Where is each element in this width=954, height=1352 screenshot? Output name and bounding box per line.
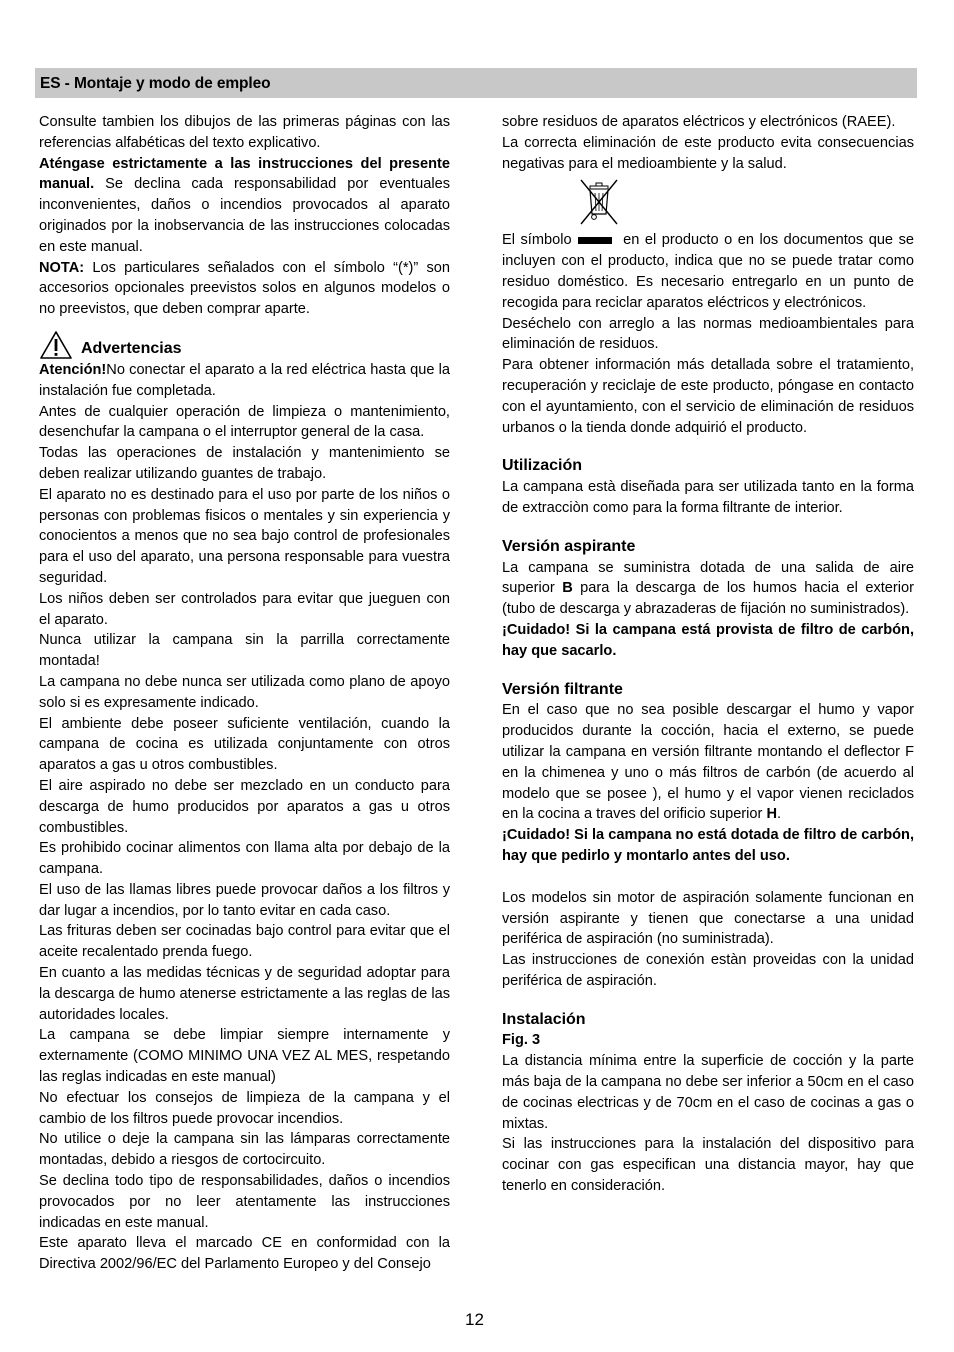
filtrante-heading: Versión filtrante bbox=[502, 680, 623, 698]
utilizacion-paragraph: La campana està diseñada para ser utilizada tanto en la forma de extracciòn como para la forma filtrante de interior. bbox=[502, 479, 914, 516]
atencion-bold-text: Atención! bbox=[39, 361, 107, 378]
aspirante-b-label: B bbox=[562, 580, 573, 597]
atencion-rest-text: No conectar el aparato a la red eléctrica hasta que la instalación fue completada. bbox=[39, 361, 450, 399]
instrucciones-conexion-paragraph: Las instrucciones de conexión estàn proveidas con la unidad periférica de aspiración. bbox=[502, 952, 914, 989]
nota-paragraph bbox=[39, 258, 450, 320]
filtrante-h-label: H bbox=[766, 806, 777, 823]
warning-paragraph: Se declina todo tipo de responsabilidades, daños o incendios provocados por no leer atentamente las instrucciones indicadas en este manual. bbox=[39, 1173, 450, 1231]
warning-paragraph: No efectuar los consejos de limpieza de la campana y el cambio de los filtros puede provocar incendios. bbox=[39, 1089, 450, 1127]
warning-paragraph: Las frituras deben ser cocinadas bajo control para evitar que el aceite recalentado prenda fuego. bbox=[39, 923, 450, 961]
nota-bold-text: NOTA: bbox=[39, 259, 85, 276]
warnings-heading: Advertencias bbox=[81, 340, 182, 358]
nota-rest-text: Los particulares señalados con el símbolo “(*)” son accesorios opcionales preevistos solos en algunos modelos o no preevistos, que deben comprar aparte. bbox=[39, 259, 450, 318]
si-las-paragraph: Si las instrucciones para la instalación del dispositivo para cocinar con gas especifican una distancia mayor, hay que tenerlo en consideración. bbox=[502, 1136, 914, 1195]
aspirante-post-text: para la descarga de los humos hacia el exterior (tubo de descarga y abrazaderas de fijación no suministrados). bbox=[502, 580, 915, 618]
right-column bbox=[502, 112, 914, 1197]
raee-line: sobre residuos de aparatos eléctricos y electrónicos (RAEE). bbox=[502, 114, 896, 130]
warning-paragraph: El uso de las llamas libres puede provocar daños a los filtros y dar lugar a incendios, por lo tanto evitar en cada caso. bbox=[39, 881, 450, 919]
weee-symbol-area bbox=[502, 174, 914, 230]
para-obtener-paragraph: Para obtener información más detallada sobre el tratamiento, recuperación y reciclaje de este producto, póngase en contacto con el ayuntamiento, con el servicio de eliminación de residuos urbanos o la tienda donde adquirió el producto. bbox=[502, 357, 914, 436]
strict-instructions-paragraph bbox=[39, 154, 450, 258]
warning-paragraph: Es prohibido cocinar alimentos con llama alta por debajo de la campana. bbox=[39, 840, 450, 878]
warning-paragraph: No utilice o deje la campana sin las lámparas correctamente montadas, debido a riesgos de cortocircuito. bbox=[39, 1131, 450, 1169]
section-title: ES - Montaje y modo de empleo bbox=[40, 75, 271, 92]
simbolo-paragraph bbox=[502, 230, 914, 313]
warning-paragraph: Nunca utilizar la campana sin la parrilla correctamente montada! bbox=[39, 632, 450, 670]
aspirante-warning: ¡Cuidado! Si la campana está provista de filtro de carbón, hay que sacarlo. bbox=[502, 621, 914, 659]
warning-paragraph: La campana no debe nunca ser utilizada como plano de apoyo solo si es expresamente indicado. bbox=[39, 673, 450, 711]
warning-paragraph: El aire aspirado no debe ser mezclado en un conducto para descarga de humo producidos por aparatos a gas u otros combustibles. bbox=[39, 777, 450, 836]
warning-paragraph: Este aparato lleva el marcado CE en conformidad con la Directiva 2002/96/EC del Parlamento Europeo y del Consejo bbox=[39, 1235, 450, 1273]
instalacion-heading: Instalación bbox=[502, 1010, 586, 1028]
atencion-paragraph bbox=[39, 360, 450, 402]
aspirante-pre-text: La campana se suministra dotada de una salida de aire superior bbox=[502, 559, 914, 597]
filtrante-pre-text: En el caso que no sea posible descargar el humo y vapor producidos durante la cocción, hacia el externo, se puede utilizar la campana en versión filtrante montando el deflector F en la chimenea y uno o más filtros de carbón (de acuerdo al modelo que se posee ), el humo y el vapor vienen reciclados en la cocina a traves del orificio superior bbox=[502, 702, 914, 823]
section-header-bar bbox=[35, 68, 917, 98]
warning-paragraph: Todas las operaciones de instalación y mantenimiento se deben realizar utilizando guantes de trabajo. bbox=[39, 445, 450, 482]
simbolo-pre-text: El símbolo bbox=[502, 232, 572, 249]
warning-paragraph: La campana se debe limpiar siempre internamente y externamente (COMO MINIMO UNA VEZ AL MES, respetando las reglas indicadas en este manual) bbox=[39, 1027, 450, 1086]
warning-paragraph: Los niños deben ser controlados para evitar que jueguen con el aparato. bbox=[39, 590, 450, 628]
figure-reference: Fig. 3 bbox=[502, 1032, 541, 1049]
correcta-paragraph: La correcta eliminación de este producto evita consecuencias negativas para el medioambiente y la salud. bbox=[502, 134, 914, 172]
desechelo-paragraph: Deséchelo con arreglo a las normas medioambientales para eliminación de residuos. bbox=[502, 315, 914, 353]
aspirante-paragraph bbox=[502, 558, 914, 620]
intro-paragraph: Consulte tambien los dibujos de las primeras páginas con las referencias alfabéticas del texto explicativo. bbox=[39, 114, 450, 151]
aspirante-heading: Versión aspirante bbox=[502, 537, 636, 555]
simbolo-post-text: en el producto o en los documentos que se incluyen con el producto, indica que no se puede tratar como residuo doméstico. Es necesario entregarlo en un punto de recogida para reciclar aparatos eléctricos y electrónicos. bbox=[502, 232, 914, 311]
warning-paragraph: El aparato no es destinado para el uso por parte de los niños o personas con problemas fisicos o mentales y sin experiencia y conocientos a menos que no sea bajo control de profesionales para el uso del aparato, una persona responsable para vuestra seguridad. bbox=[39, 486, 450, 586]
filtrante-warning: ¡Cuidado! Si la campana no está dotada de filtro de carbón, hay que pedirlo y montarlo antes del uso. bbox=[502, 827, 914, 864]
strict-bold-text: Aténgase estrictamente a las instrucciones del presente manual. bbox=[39, 155, 450, 193]
distancia-paragraph: La distancia mínima entre la superficie de cocción y la parte más baja de la campana no debe ser inferior a 50cm en el caso de cocinas electricas y de 70cm en el caso de cocinas a gas o mixtas. bbox=[502, 1053, 914, 1132]
page-number: 12 bbox=[465, 1310, 484, 1329]
crossed-out-wheelie-bin-icon bbox=[577, 178, 621, 228]
filtrante-paragraph bbox=[502, 700, 914, 825]
strict-rest-text: Se declina cada responsabilidad por eventuales inconvenientes, daños o incendios provocados al aparato originados por la inobservancia de las instrucciones colocadas en este manual. bbox=[39, 176, 450, 255]
weee-bar-icon bbox=[578, 237, 612, 244]
warning-paragraph: En cuanto a las medidas técnicas y de seguridad adoptar para la descarga de humo atenerse estrictamente a las reglas de las autoridades locales. bbox=[39, 965, 450, 1023]
warning-paragraph: El ambiente debe poseer suficiente ventilación, cuando la campana de cocina es utilizada conjuntamente con otros aparatos a gas u otros combustibles. bbox=[39, 715, 450, 774]
filtrante-post-text: . bbox=[777, 806, 782, 823]
warning-triangle-icon bbox=[39, 330, 73, 360]
warnings-heading-row bbox=[39, 328, 450, 360]
sin-motor-paragraph: Los modelos sin motor de aspiración solamente funcionan en versión aspirante y tienen que conectarse a una unidad periférica de aspiración (no suministrada). bbox=[502, 889, 914, 948]
warning-paragraph: Antes de cualquier operación de limpieza o mantenimiento, desenchufar la campana o el interruptor general de la casa. bbox=[39, 403, 450, 441]
utilizacion-heading: Utilización bbox=[502, 457, 583, 475]
left-column bbox=[39, 112, 450, 1275]
